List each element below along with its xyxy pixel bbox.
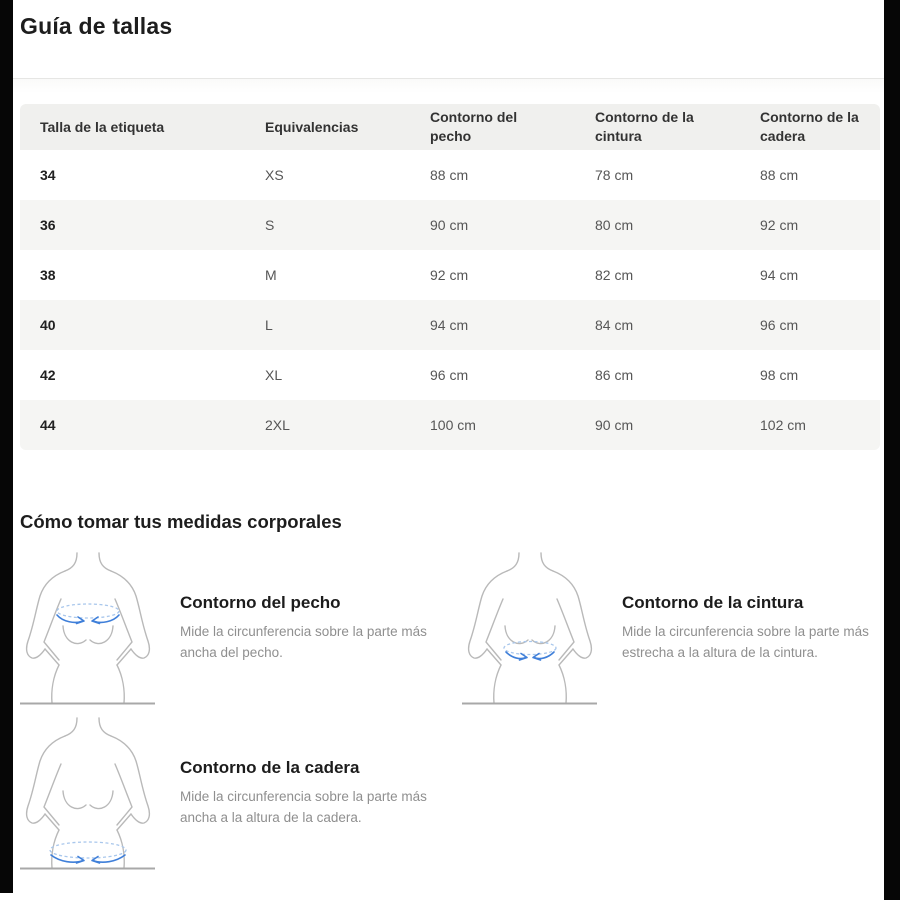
measure-item-waist — [462, 551, 880, 706]
cell-size: 40 — [40, 317, 56, 333]
cell-hip: 88 cm — [760, 167, 799, 183]
cell-chest: 94 cm — [430, 317, 469, 333]
measure-description-chest: Mide la circunferencia sobre la parte más ancha del pecho. — [180, 624, 427, 660]
torso-hip-illustration-icon — [20, 716, 155, 871]
cell-waist: 82 cm — [595, 267, 634, 283]
measures-section-heading: Cómo tomar tus medidas corporales — [20, 511, 342, 532]
divider-shadow — [13, 79, 884, 93]
cell-chest: 90 cm — [430, 217, 469, 233]
cell-chest: 96 cm — [430, 367, 469, 383]
table-row — [20, 200, 880, 250]
cell-chest: 88 cm — [430, 167, 469, 183]
cell-waist: 80 cm — [595, 217, 634, 233]
overlay-right-edge — [884, 0, 900, 900]
measure-item-chest — [20, 551, 438, 706]
table-row — [20, 400, 880, 450]
cell-hip: 92 cm — [760, 217, 799, 233]
cell-equivalence: L — [265, 317, 273, 333]
cell-equivalence: XS — [265, 167, 284, 183]
measure-title-chest: Contorno del pecho — [180, 593, 341, 612]
cell-equivalence: M — [265, 267, 277, 283]
overlay-left-edge — [0, 0, 13, 893]
column-header-chest: Contorno del pecho — [430, 109, 518, 144]
cell-hip: 102 cm — [760, 417, 806, 433]
cell-chest: 92 cm — [430, 267, 469, 283]
cell-waist: 86 cm — [595, 367, 634, 383]
column-header-label-size: Talla de la etiqueta — [40, 118, 165, 135]
cell-chest: 100 cm — [430, 417, 476, 433]
measure-title-waist: Contorno de la cintura — [622, 593, 804, 612]
measure-description-waist: Mide la circunferencia sobre la parte más estrecha a la altura de la cintura. — [622, 624, 869, 660]
cell-size: 34 — [40, 167, 56, 183]
table-row — [20, 150, 880, 200]
size-table-header-row — [20, 104, 880, 150]
cell-equivalence: 2XL — [265, 417, 290, 433]
measure-title-hip: Contorno de la cadera — [180, 758, 360, 777]
cell-size: 36 — [40, 217, 56, 233]
cell-equivalence: XL — [265, 367, 283, 383]
size-table — [20, 104, 880, 450]
cell-hip: 96 cm — [760, 317, 799, 333]
cell-size: 42 — [40, 367, 56, 383]
cell-hip: 98 cm — [760, 367, 799, 383]
cell-waist: 78 cm — [595, 167, 634, 183]
column-header-waist: Contorno de la cintura — [595, 109, 694, 144]
table-row — [20, 350, 880, 400]
table-row — [20, 250, 880, 300]
column-header-hip: Contorno de la cadera — [760, 109, 859, 144]
cell-size: 38 — [40, 267, 56, 283]
table-row — [20, 300, 880, 350]
page-title: Guía de tallas — [20, 13, 173, 39]
torso-waist-illustration-icon — [462, 551, 597, 706]
measure-description-hip: Mide la circunferencia sobre la parte más ancha a la altura de la cadera. — [180, 789, 427, 825]
cell-size: 44 — [40, 417, 56, 433]
cell-equivalence: S — [265, 217, 275, 233]
torso-chest-illustration-icon — [20, 551, 155, 706]
cell-waist: 84 cm — [595, 317, 634, 333]
column-header-equivalences: Equivalencias — [265, 118, 359, 135]
measure-item-hip — [20, 716, 438, 871]
cell-hip: 94 cm — [760, 267, 799, 283]
cell-waist: 90 cm — [595, 417, 634, 433]
